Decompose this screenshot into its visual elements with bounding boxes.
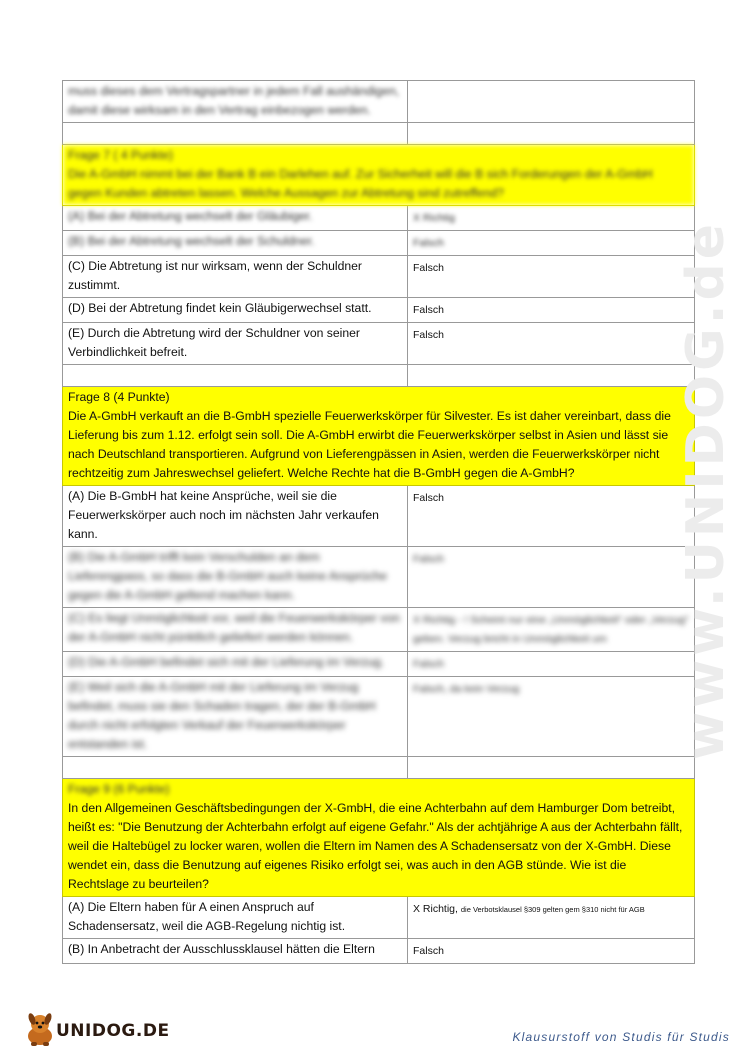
watermark-text: www.UNIDOG.de [676,220,736,760]
table-row [63,939,695,964]
option-text: (D) Die A-GmbH befindet sich mit der Lieferung im Verzug. [63,652,408,677]
option-text: (C) Die Abtretung ist nur wirksam, wenn der Schuldner zustimmt. [63,256,408,298]
answer-text: X Richtig [408,206,695,231]
question-title: Frage 9 (6 Punkte) [68,782,170,796]
question-text: In den Allgemeinen Geschäftsbedingungen der X-GmbH, die eine Achterbahn auf dem Hamburger Dom betreibt, heißt es: "Die Benutzung der Achterbahn erfolgt auf eigene Gefahr." Als der achtjährige A aus der Achterbahn fällt, weil die Haltebügel zu locker waren, wollen die Eltern im Namen des A Schadensersatz von der X-GmbH. Diese wendet ein, dass die Benutzung auf eigenes Risiko erfolgt sei, was auch in den AGB stünde. Wie ist die Rechtslage zu beurteilen? [68,801,683,891]
table-row [63,897,695,939]
answer-cell [408,897,695,939]
option-text: (D) Bei der Abtretung findet kein Gläubigerwechsel statt. [63,298,408,323]
table-row [63,256,695,298]
answer-text: Falsch [408,323,695,365]
option-text: (B) In Anbetracht der Ausschlussklausel hätten die Eltern [63,939,408,964]
answer-text: Falsch [408,939,695,964]
question-title: Frage 8 (4 Punkte) [68,390,170,404]
option-text: (C) Es liegt Unmöglichkeit vor, weil die Feuerwerkskörper von der A-GmbH nicht pünktlich geliefert werden können. [63,608,408,652]
answer-text: Falsch [408,298,695,323]
spacer-row [63,123,695,145]
table-row [63,206,695,231]
table-row [63,677,695,757]
spacer-row [63,757,695,779]
answer-note: die Verbotsklausel §309 gelten gem §310 nicht für AGB [460,905,645,914]
table-row [63,81,695,123]
question-7-header [63,145,695,206]
table-row [63,323,695,365]
answer-text [408,81,695,123]
option-text: (E) Weil sich die A-GmbH mit der Lieferung im Verzug befindet, muss sie den Schaden tragen, der der B-GmbH durch nicht erfolgten Verkauf der Feuerwerkskörper entstanden ist. [63,677,408,757]
table-row [63,486,695,547]
statement-text: muss dieses dem Vertragspartner in jedem Fall aushändigen, damit diese wirksam in den Vertrag einbezogen werden. [63,81,408,123]
footer-tagline: Klausurstoff von Studis für Studis [512,1030,730,1044]
table-row [63,652,695,677]
table-row [63,608,695,652]
answer-text: X Richtig - ! Scheint nur eine „Unmöglichkeit“ oder „Verzug“ geben. Verzug bricht in Unmöglichkeit um [408,608,695,652]
question-title: Frage 7 ( 4 Punkte) [68,148,173,162]
table-row [63,547,695,608]
answer-text: X Richtig, [413,903,458,915]
option-text: (A) Die B-GmbH hat keine Ansprüche, weil sie die Feuerwerkskörper auch noch im nächsten Jahr verkaufen kann. [63,486,408,547]
question-text: Die A-GmbH verkauft an die B-GmbH spezielle Feuerwerkskörper für Silvester. Es ist daher vereinbart, dass die Lieferung bis zum 1.12. erfolgt sein soll. Die A-GmbH erwirbt die Feuerwerkskörper selbst in Asien und lässt sie nach Deutschland transportieren. Aufgrund von Lieferengpässen in Asien, werden die Feuerwerkskörper nicht rechtzeitig zum Jahreswechsel geliefert. Welche Rechte hat die B-GmbH gegen die A-GmbH? [68,409,671,480]
option-text: (A) Die Eltern haben für A einen Anspruch auf Schadensersatz, weil die AGB-Regelung nichtig ist. [63,897,408,939]
dog-icon [22,1010,58,1048]
answer-text: Falsch [408,231,695,256]
option-text: (E) Durch die Abtretung wird der Schuldner von seiner Verbindlichkeit befreit. [63,323,408,365]
answer-text: Falsch [408,256,695,298]
answer-text: Falsch [408,486,695,547]
unidog-logo[interactable] [22,1010,170,1050]
option-text: (A) Bei der Abtretung wechselt der Gläubiger. [63,206,408,231]
option-text: (B) Die A-GmbH trifft kein Verschulden an dem Lieferengpass, so dass die B-GmbH auch keine Ansprüche gegen die A-GmbH geltend machen kann. [63,547,408,608]
question-text: Die A-GmbH nimmt bei der Bank B ein Darlehen auf. Zur Sicherheit will die B sich Forderungen der A-GmbH gegen Kunden abtreten lassen. Welche Aussagen zur Abtretung sind zutreffend? [68,167,653,200]
question-8-header [63,387,695,486]
answer-text: Falsch [408,547,695,608]
option-text: (B) Bei der Abtretung wechselt der Schuldner. [63,231,408,256]
question-9-header [63,779,695,897]
exam-document [62,80,694,964]
table-row [63,231,695,256]
answer-text: Falsch, da kein Verzug [408,677,695,757]
table-row [63,298,695,323]
answer-text: Falsch [408,652,695,677]
spacer-row [63,365,695,387]
logo-text: UNIDOG.DE [56,1021,170,1041]
exam-table [62,80,695,964]
